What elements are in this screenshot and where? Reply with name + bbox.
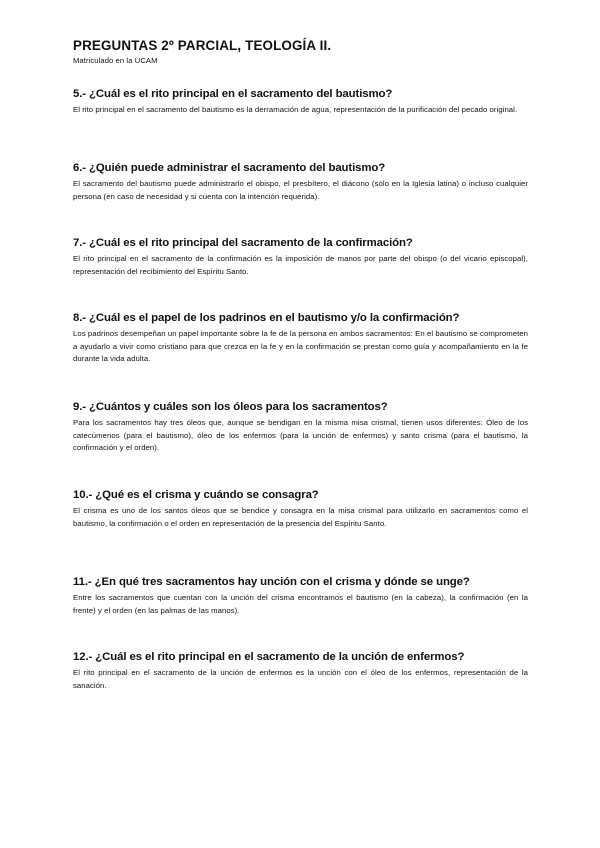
question-block-5 [73, 87, 528, 117]
question-block-8 [73, 311, 528, 366]
answer-text: El rito principal en el sacramento de la unción de enfermos es la unción con el óleo de los enfermos, representación de la sanación. [73, 668, 528, 690]
question-heading: 10.- ¿Qué es el crisma y cuándo se consagra? [73, 489, 319, 501]
question-heading: 5.- ¿Cuál es el rito principal en el sacramento del bautismo? [73, 88, 393, 100]
answer-text: El rito principal en el sacramento del bautismo es la derramación de agua, representación de la purificación del pecado original. [73, 105, 518, 114]
question-heading: 8.- ¿Cuál es el papel de los padrinos en el bautismo y/o la confirmación? [73, 312, 460, 324]
question-block-10 [73, 488, 528, 530]
question-block-12 [73, 650, 528, 692]
answer-text: El sacramento del bautismo puede administrarlo el obispo, el presbítero, el diácono (sólo en la Iglesia latina) o incluso cualquier persona (en caso de necesidad y si cuenta con la intención requerida). [73, 179, 528, 201]
question-heading: 9.- ¿Cuántos y cuáles son los óleos para los sacramentos? [73, 401, 388, 413]
question-block-9 [73, 400, 528, 455]
answer-text: Entre los sacramentos que cuentan con la unción del crisma encontramos el bautismo (en la cabeza), la confirmación (en la frente) y el orden (en las palmas de las manos). [73, 593, 528, 615]
document-title: PREGUNTAS 2º PARCIAL, TEOLOGÍA II. [73, 38, 332, 53]
document-page [73, 38, 528, 690]
question-heading: 6.- ¿Quién puede administrar el sacramento del bautismo? [73, 162, 386, 174]
question-block-6 [73, 161, 528, 203]
answer-text: El rito principal en el sacramento de la confirmación es la imposición de manos por parte del obispo (o del vicario episcopal), representación del recibimiento del Espíritu Santo. [73, 254, 528, 276]
question-block-7 [73, 236, 528, 278]
answer-text: Los padrinos desempeñan un papel importante sobre la fe de la persona en ambos sacramentos: En el bautismo se comprometen a ayudarlo a vivir como cristiano para que crezca en la fe y en la confirmación se prestan como guía y acompañamiento en la fe durante la vida adulta. [73, 329, 528, 363]
question-heading: 7.- ¿Cuál es el rito principal del sacramento de la confirmación? [73, 237, 413, 249]
question-heading: 12.- ¿Cuál es el rito principal en el sacramento de la unción de enfermos? [73, 651, 465, 663]
document-subtitle: Matriculado en la UCAM [73, 56, 158, 65]
question-block-11 [73, 575, 528, 617]
answer-text: Para los sacramentos hay tres óleos que, aunque se bendigan en la misma misa crismal, tienen usos diferentes: Óleo de los catecúmenos (para el bautismo), óleo de los enfermos (para la unción de enfermos) y santo crisma (para el bautismo, la confirmación y el orden). [73, 418, 528, 452]
question-heading: 11.- ¿En qué tres sacramentos hay unción con el crisma y dónde se unge? [73, 576, 470, 588]
answer-text: El crisma es uno de los santos óleos que se bendice y consagra en la misa crismal para utilizarlo en sacramentos como el bautismo, la confirmación o el orden en representación de la presencia del Espíritu Santo. [73, 506, 528, 528]
